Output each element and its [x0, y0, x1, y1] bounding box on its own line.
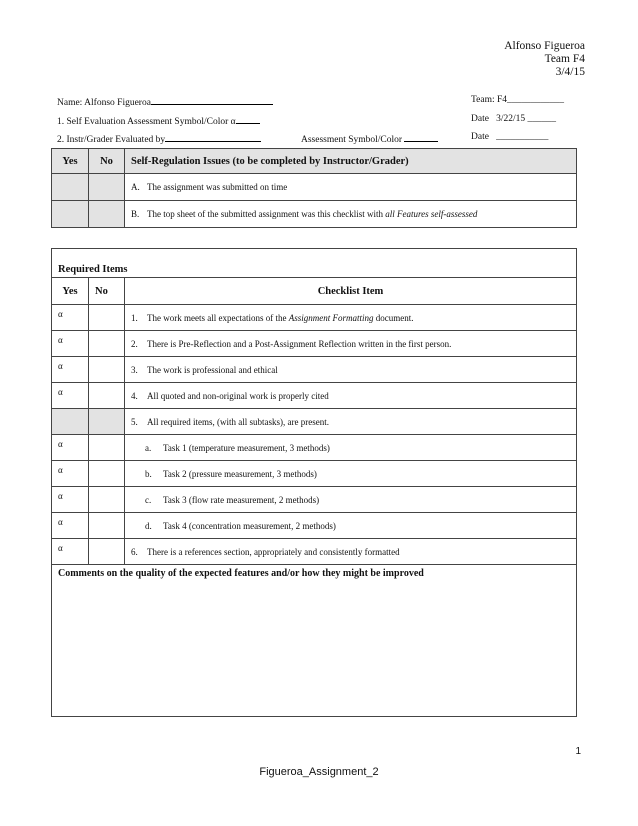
no-cell[interactable] [89, 383, 125, 409]
item-num: 4. [131, 390, 138, 401]
alpha-mark[interactable]: α [52, 513, 89, 539]
no-cell[interactable] [89, 435, 125, 461]
sub-item-cell [125, 487, 577, 513]
self-eval-date-value: 3/22/15 ______ [496, 114, 556, 124]
team-blank: ____________ [507, 95, 565, 105]
sub-text: Task 3 (flow rate measurement, 2 methods) [163, 494, 320, 505]
item-text: There is a references section, appropriately and consistently formatted [147, 546, 400, 557]
self-eval-date [471, 114, 556, 124]
item-tail: document. [373, 312, 414, 323]
name-line [57, 95, 273, 108]
row-a-text-cell [125, 174, 577, 201]
comments-title: Comments on the quality of the expected features and/or how they might be improved [58, 568, 424, 579]
footer-filename: Figueroa_Assignment_2 [259, 766, 379, 778]
required-header-row [52, 278, 577, 305]
no-cell[interactable] [89, 331, 125, 357]
item-num: 6. [131, 546, 138, 557]
team-line [471, 95, 564, 105]
checklist-row [52, 305, 577, 331]
team-label: Team: F4 [471, 95, 508, 105]
sub-item-cell [125, 435, 577, 461]
self-reg-header-row [52, 149, 577, 174]
col-yes: Yes [52, 149, 89, 174]
required-items-table [51, 248, 577, 717]
alpha-mark[interactable]: α [52, 435, 89, 461]
checklist-subrow [52, 435, 577, 461]
no-cell[interactable] [89, 174, 125, 201]
yes-cell[interactable] [52, 201, 89, 228]
page-number: 1 [575, 746, 581, 757]
author-name: Alfonso Figueroa [504, 40, 585, 52]
col-title: Self-Regulation Issues (to be completed by Instructor/Grader) [125, 149, 577, 174]
self-regulation-table [51, 148, 577, 228]
checklist-subrow [52, 461, 577, 487]
no-cell[interactable] [89, 487, 125, 513]
item-num: 3. [131, 364, 138, 375]
header-block [504, 40, 585, 79]
row-a-num: A. [131, 182, 140, 192]
grader-symbol-label: Assessment Symbol/Color [301, 135, 403, 145]
checklist-subrow [52, 513, 577, 539]
sub-item-cell [125, 461, 577, 487]
sub-num: d. [145, 520, 152, 531]
required-title: Required Items [52, 249, 577, 278]
sub-item-cell [125, 513, 577, 539]
alpha-mark[interactable]: α [52, 487, 89, 513]
grader-line [57, 132, 261, 145]
item-text: There is Pre-Reflection and a Post-Assignment Reflection written in the first person. [147, 338, 452, 349]
self-eval-line [57, 114, 260, 127]
sub-text: Task 1 (temperature measurement, 3 methods) [163, 442, 330, 453]
item-italic: Assignment Formatting [288, 312, 374, 323]
comments-row [52, 565, 577, 717]
col-no: No [89, 278, 125, 305]
no-cell[interactable] [89, 357, 125, 383]
grader-label: 2. Instr/Grader Evaluated by [57, 135, 166, 145]
alpha-mark[interactable]: α [52, 331, 89, 357]
self-eval-label: 1. Self Evaluation Assessment Symbol/Color α [57, 117, 236, 127]
row-b-num: B. [131, 209, 140, 219]
alpha-mark[interactable]: α [52, 383, 89, 409]
item-text-cell [125, 357, 577, 383]
self-reg-row-b [52, 201, 577, 228]
name-underline [151, 95, 273, 105]
checklist-row [52, 539, 577, 565]
item-num: 2. [131, 338, 138, 349]
col-item: Checklist Item [125, 278, 577, 305]
no-cell[interactable] [89, 305, 125, 331]
grader-symbol [301, 132, 438, 145]
self-eval-date-label: Date [471, 114, 489, 124]
item-text: All required items, (with all subtasks), are present. [147, 416, 329, 427]
self-eval-underline [236, 114, 260, 124]
self-reg-row-a [52, 174, 577, 201]
item-text: All quoted and non-original work is properly cited [147, 390, 329, 401]
comments-box[interactable] [52, 565, 577, 717]
alpha-mark[interactable]: α [52, 305, 89, 331]
sub-num: c. [145, 494, 152, 505]
alpha-mark[interactable]: α [52, 539, 89, 565]
yes-cell[interactable] [52, 174, 89, 201]
alpha-mark[interactable]: α [52, 461, 89, 487]
item-text-cell [125, 409, 577, 435]
item-text: The work is professional and ethical [147, 364, 278, 375]
grader-date-label: Date [471, 132, 489, 142]
col-no: No [89, 149, 125, 174]
checklist-row [52, 383, 577, 409]
team-name: Team F4 [544, 53, 585, 65]
checklist-row [52, 357, 577, 383]
col-yes: Yes [52, 278, 89, 305]
row-b-text-cell [125, 201, 577, 228]
row-b-italic: all Features self-assessed [385, 209, 478, 219]
item-text: The work meets all expectations of the [147, 312, 289, 323]
item-text-cell [125, 305, 577, 331]
item-num: 5. [131, 416, 138, 427]
alpha-mark[interactable]: α [52, 357, 89, 383]
no-cell[interactable] [89, 513, 125, 539]
item-text-cell [125, 539, 577, 565]
no-cell [89, 409, 125, 435]
grader-date-value: ___________ [496, 132, 549, 142]
name-label: Name: Alfonso Figueroa [57, 98, 151, 108]
grader-underline [165, 132, 261, 142]
checklist-row [52, 409, 577, 435]
grader-date [471, 132, 548, 142]
item-text-cell [125, 383, 577, 409]
sub-num: a. [145, 442, 152, 453]
checklist-row [52, 331, 577, 357]
no-cell[interactable] [89, 461, 125, 487]
checklist-subrow [52, 487, 577, 513]
row-a-text: The assignment was submitted on time [147, 182, 288, 192]
item-num: 1. [131, 312, 138, 323]
no-cell[interactable] [89, 539, 125, 565]
header-date: 3/4/15 [555, 66, 585, 78]
grader-symbol-underline [404, 132, 438, 142]
sub-text: Task 2 (pressure measurement, 3 methods) [163, 468, 317, 479]
item-text-cell [125, 331, 577, 357]
row-b-text: The top sheet of the submitted assignment was this checklist with [147, 209, 386, 219]
yes-cell [52, 409, 89, 435]
sub-num: b. [145, 468, 152, 479]
no-cell[interactable] [89, 201, 125, 228]
sub-text: Task 4 (concentration measurement, 2 methods) [163, 520, 336, 531]
required-title-row [52, 249, 577, 278]
